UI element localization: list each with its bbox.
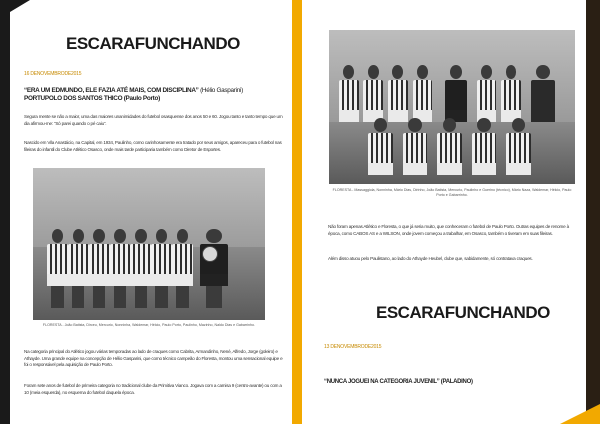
player-figure [501, 65, 521, 122]
right-page [302, 0, 600, 424]
left-corner-decoration [0, 0, 30, 18]
player-figure [339, 65, 359, 122]
right-paragraph-1: Não foram apenas Atlético e Floresta, o que já seria muito, que conheceram o futebol de Paulo Porto. Outras equipes de renome à época, como CABOS AS e a WILSON, onde jovem começou a trabalhar, em Osasco, também o tiveram em suas fileiras. [328, 224, 569, 236]
article-date: 16 DENOVEMBRODE2015 [24, 71, 82, 77]
brand-title-2: ESCARAFUNCHANDO [376, 303, 550, 322]
photo-caption-2: FLORESTA - Massaggiola, Nonninha, Mário Dias, Dirinho, João Batista, Mercurio, Paulinho e Guerino (técnico), Mário Naza, Waldemar, Hélcio, Paulo Porto e Gabarrinho. [332, 188, 572, 197]
player-figure [368, 118, 393, 175]
player-figure [403, 118, 428, 175]
paragraph-1: Segura mente se não a maior, uma das maiores unanimidades do futebol osasquense dos anos 50 e 60. Jogou tanto e tanto tempo que um dia afirmou-me: “Só parei quando o pé caiu”. [24, 114, 283, 126]
team-photo-1 [33, 168, 265, 320]
left-edge-strip [0, 0, 10, 424]
goalkeeper-figure [200, 229, 228, 308]
headline-quote: “ERA UM EDMUNDO, ELE FAZIA ATÉ MAIS, COM DISCIPLINA” [24, 87, 199, 94]
headline-sub: PORTUPOLO DOS SANTOS THICO (Paulo Porto) [24, 95, 160, 102]
left-page [0, 0, 298, 424]
headline-author: (Hélio Gasparini) [200, 87, 243, 94]
player-figure [47, 229, 68, 308]
player-figure [413, 65, 433, 122]
player-figure [472, 118, 497, 175]
player-figure [506, 118, 531, 175]
photo-caption-1: FLORESTA - João Batista, Dirceu, Mercurio, Nonninha, Waldemar, Hélcio, Paulo Porto, Paulinho, Mazinho, Naldo Dias e Gabarrinho. [42, 323, 256, 327]
player-figure [68, 229, 89, 308]
coach-figure [531, 65, 556, 122]
brand-title: ESCARAFUNCHANDO [66, 34, 240, 53]
goalkeeper-figure [445, 65, 467, 122]
article-headline-2: “NUNCA JOGUEI NA CATEGORIA JUVENIL” (PALADINO) [324, 379, 473, 385]
player-figure [89, 229, 110, 308]
player-figure [151, 229, 172, 308]
paragraph-2: Nascido em Vila Anastácio, na Capital, em 1934, Paulinho, como carinhosamente era tratado por seus amigos, apareceu para o futebol nas fileiras do infantil do Clube Atlético Osasco, onde mais tarde participaria também como Diretor de Esportes. [24, 140, 282, 152]
player-figure [437, 118, 462, 175]
article-date-2: 13 DENOVEMBRODE2015 [324, 344, 382, 350]
page-gutter [292, 0, 302, 424]
player-figure [130, 229, 151, 308]
right-corner-decoration [560, 404, 600, 424]
player-figure [172, 229, 193, 308]
player-figure [363, 65, 383, 122]
right-edge-strip [586, 0, 600, 424]
paragraph-4: Foram sete anos de futebol de primeira categoria no tradicional clube da Primitiva Vianco. Jogava com a camisa 9 (centro-avante) ou com a 10 (meia esquerda), no esquema do futebol daquela época. [24, 383, 282, 395]
team-photo-2 [329, 30, 575, 184]
article-headline [24, 87, 288, 103]
player-figure [388, 65, 408, 122]
paragraph-3: Na categoria principal do Atlético jogou várias temporadas ao lado de craques como Cabrita, Armandinho, Nené, Alfredo, Jorge (goleiro) e Athayde. Uma grande equipe na concepção de Hélio Gasparini, que como técnico campeão do Floresta, montou uma sensacional equipe e foi o responsável pela aquisição de Paulo Porto. [24, 349, 283, 368]
player-figure [477, 65, 497, 122]
player-figure [110, 229, 131, 308]
right-paragraph-2: Além disso atuou pelo Paulistano, ao lado do Athayde Heubel, clube que, sabidamente, só contratava craques. [328, 256, 533, 261]
